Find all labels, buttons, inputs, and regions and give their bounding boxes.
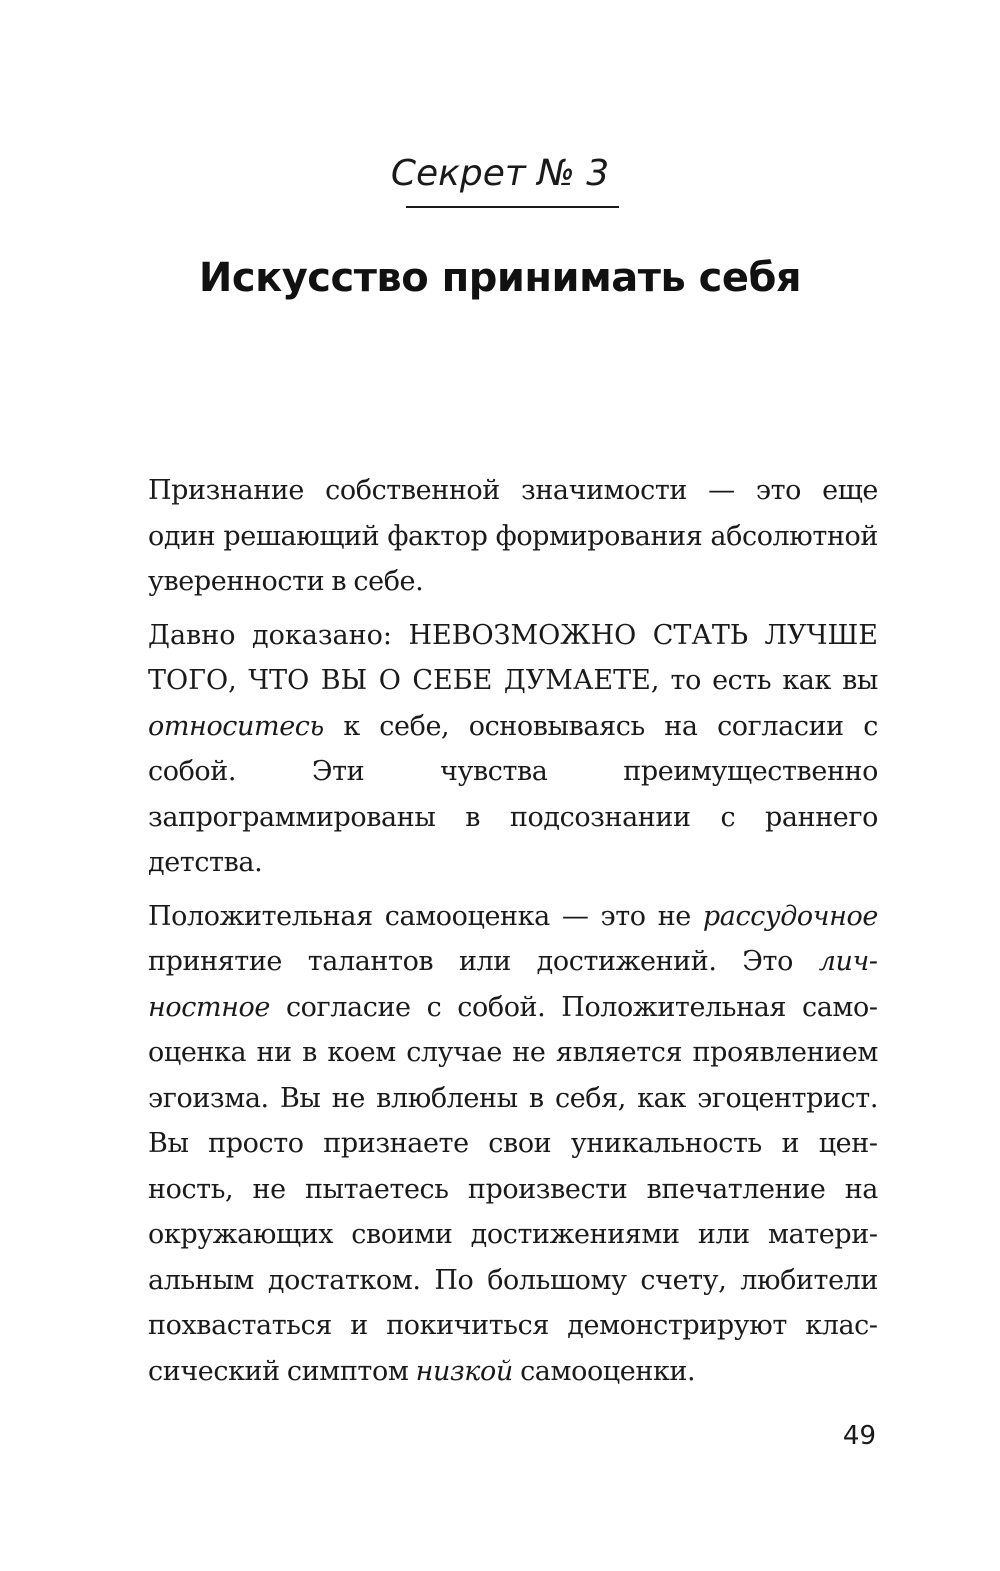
paragraph-2-emphasis: относитесь — [148, 710, 324, 742]
chapter-label-underline — [406, 206, 619, 208]
paragraph-2-text-after: к себе, основываясь на согласии с собой. Эти чувства преимущественно запрограммированы в подсознании с раннего детства. — [148, 710, 878, 878]
paragraph-1 — [148, 468, 878, 605]
paragraph-3-text-4: самооценки. — [512, 1355, 696, 1387]
paragraph-3-emphasis-1: рассудочное — [702, 900, 878, 932]
paragraph-3-emphasis-3: низкой — [415, 1355, 513, 1387]
body-text — [148, 468, 878, 1402]
paragraph-2-caps-statement: Давно доказано: НЕВОЗМОЖНО СТАТЬ ЛУЧШЕ ТОГО, ЧТО ВЫ О СЕБЕ ДУМАЕТЕ, — [148, 619, 878, 696]
chapter-label: Секрет № 3 — [390, 153, 610, 194]
paragraph-1-text: Признание собственной значимости — это еще один решающий фактор формирования абсолютной уверенности в себе. — [148, 475, 878, 597]
paragraph-3-text-2: принятие талантов или достижений. Это — [148, 946, 819, 977]
paragraph-2 — [148, 613, 878, 886]
paragraph-3-text-3: согласие с собой. Положительная самооценка ни в коем случае не является проявлением эгоизма. Вы не влюблены в себя, как эгоцентрист. Вы просто признаете свои уникальность и ценность, не пытаетесь произвести впечатление на окружающих своими достижениями или материальным достатком. По большому счету, любители похвастаться и покичиться демонстрируют классический симптом — [148, 991, 878, 1387]
chapter-title: Искусство принимать себя — [198, 255, 802, 301]
paragraph-3 — [148, 894, 878, 1395]
paragraph-3-text-1: Положительная самооценка — это не — [148, 900, 703, 932]
paragraph-2-text-before: то есть как вы — [659, 665, 878, 696]
page-number: 49 — [842, 1421, 876, 1451]
paragraph-3-emphasis-2: личностное — [148, 946, 878, 1023]
